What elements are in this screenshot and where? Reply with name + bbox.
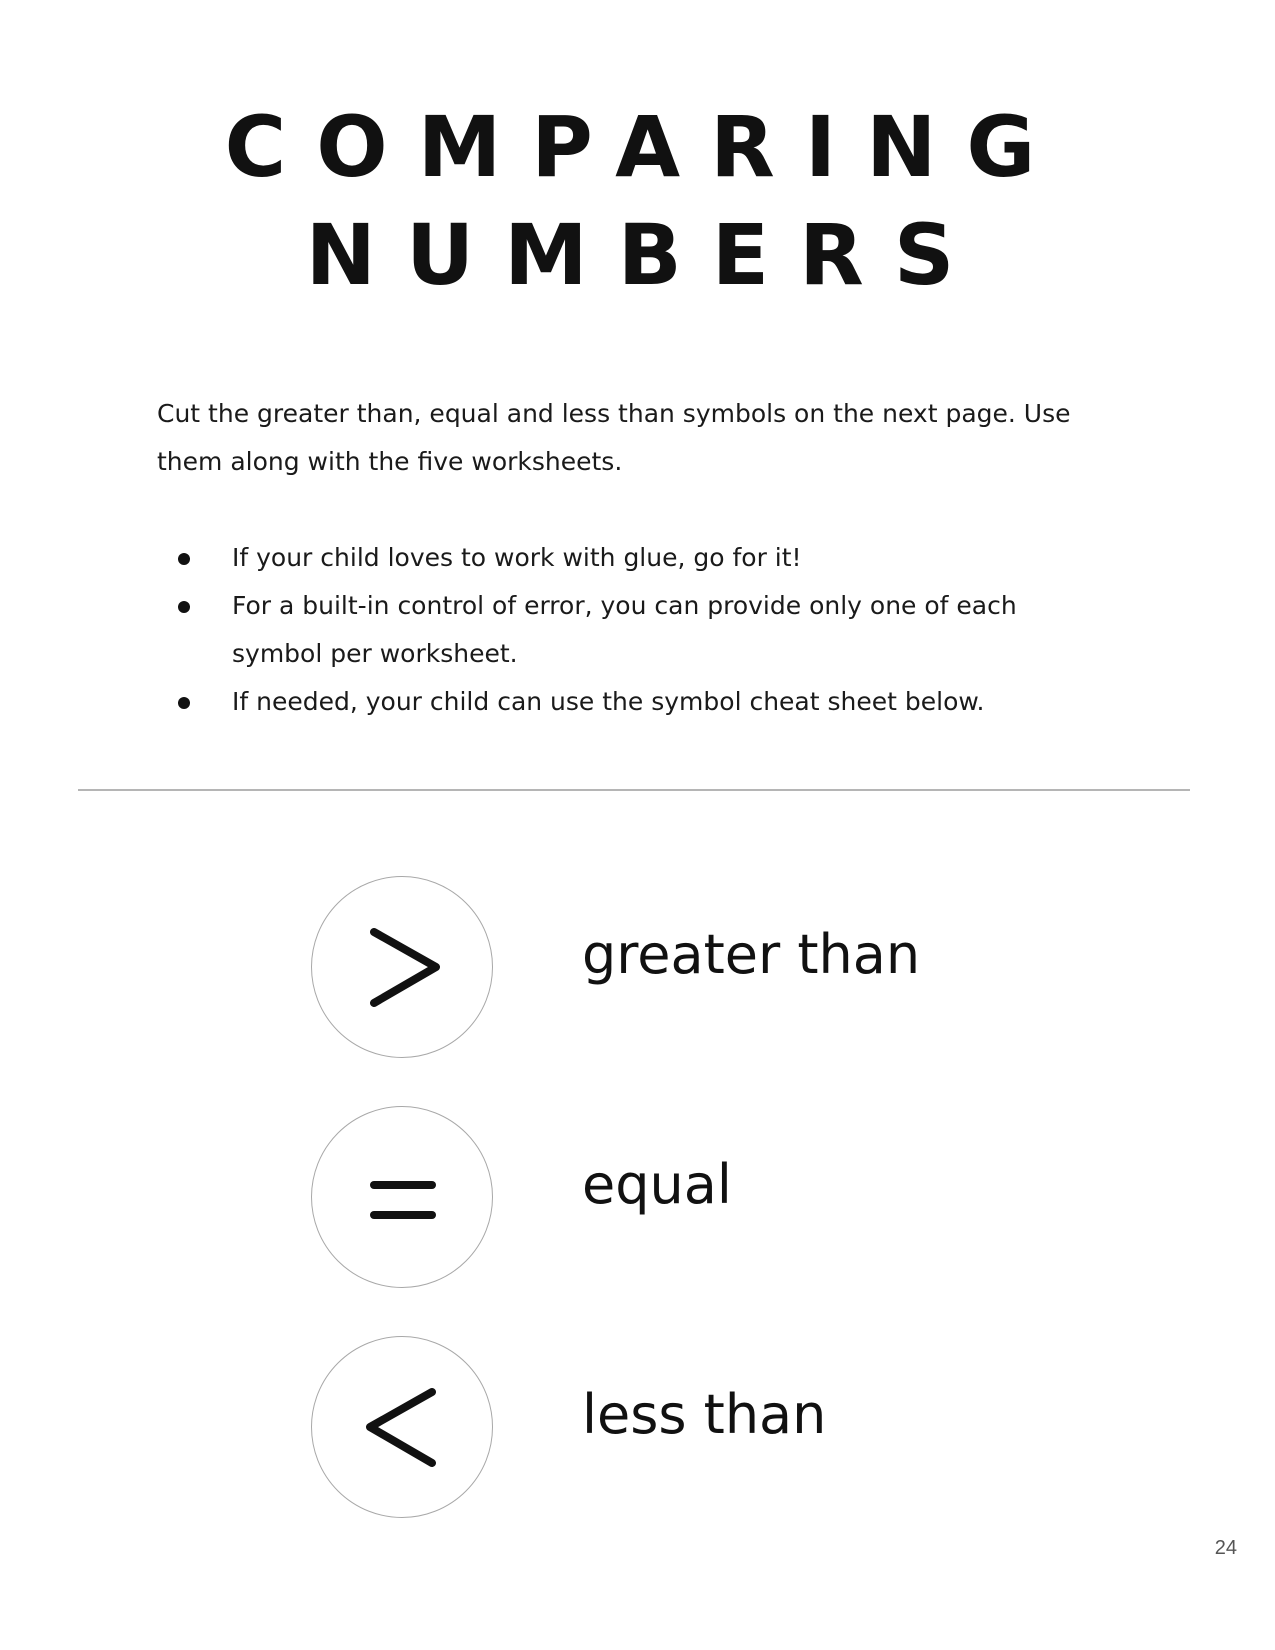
list-item-text: For a built-in control of error, you can provide only one of each symbol per worksheet. <box>232 591 1017 668</box>
list-item <box>178 582 1078 678</box>
bullet-icon <box>178 601 190 613</box>
symbol-circle <box>311 876 493 1058</box>
page-title-line-1: COMPARING <box>224 98 1066 196</box>
list-item-text: If your child loves to work with glue, go for it! <box>232 543 802 572</box>
symbol-label-greater-than: greater than <box>582 923 921 986</box>
symbol-label-less-than: less than <box>582 1383 827 1446</box>
equal-icon <box>312 1107 494 1289</box>
symbol-circle <box>311 1336 493 1518</box>
intro-paragraph: Cut the greater than, equal and less than symbols on the next page. Use them along with the five worksheets. <box>157 399 1071 476</box>
page-number: 24 <box>1214 1537 1237 1559</box>
symbol-row-less-than <box>0 1336 1275 1520</box>
section-divider <box>78 789 1190 791</box>
symbol-row-greater-than <box>0 876 1275 1060</box>
bullet-icon <box>178 697 190 709</box>
symbol-label-equal: equal <box>582 1153 732 1216</box>
bullet-icon <box>178 553 190 565</box>
list-item <box>178 534 1078 582</box>
less-than-icon <box>312 1337 494 1519</box>
symbol-row-equal <box>0 1106 1275 1290</box>
symbol-circle <box>311 1106 493 1288</box>
page-title-line-2: NUMBERS <box>305 206 985 304</box>
list-item <box>178 678 1078 726</box>
greater-than-icon <box>312 877 494 1059</box>
list-item-text: If needed, your child can use the symbol cheat sheet below. <box>232 687 985 716</box>
instructions-list <box>178 534 1078 726</box>
